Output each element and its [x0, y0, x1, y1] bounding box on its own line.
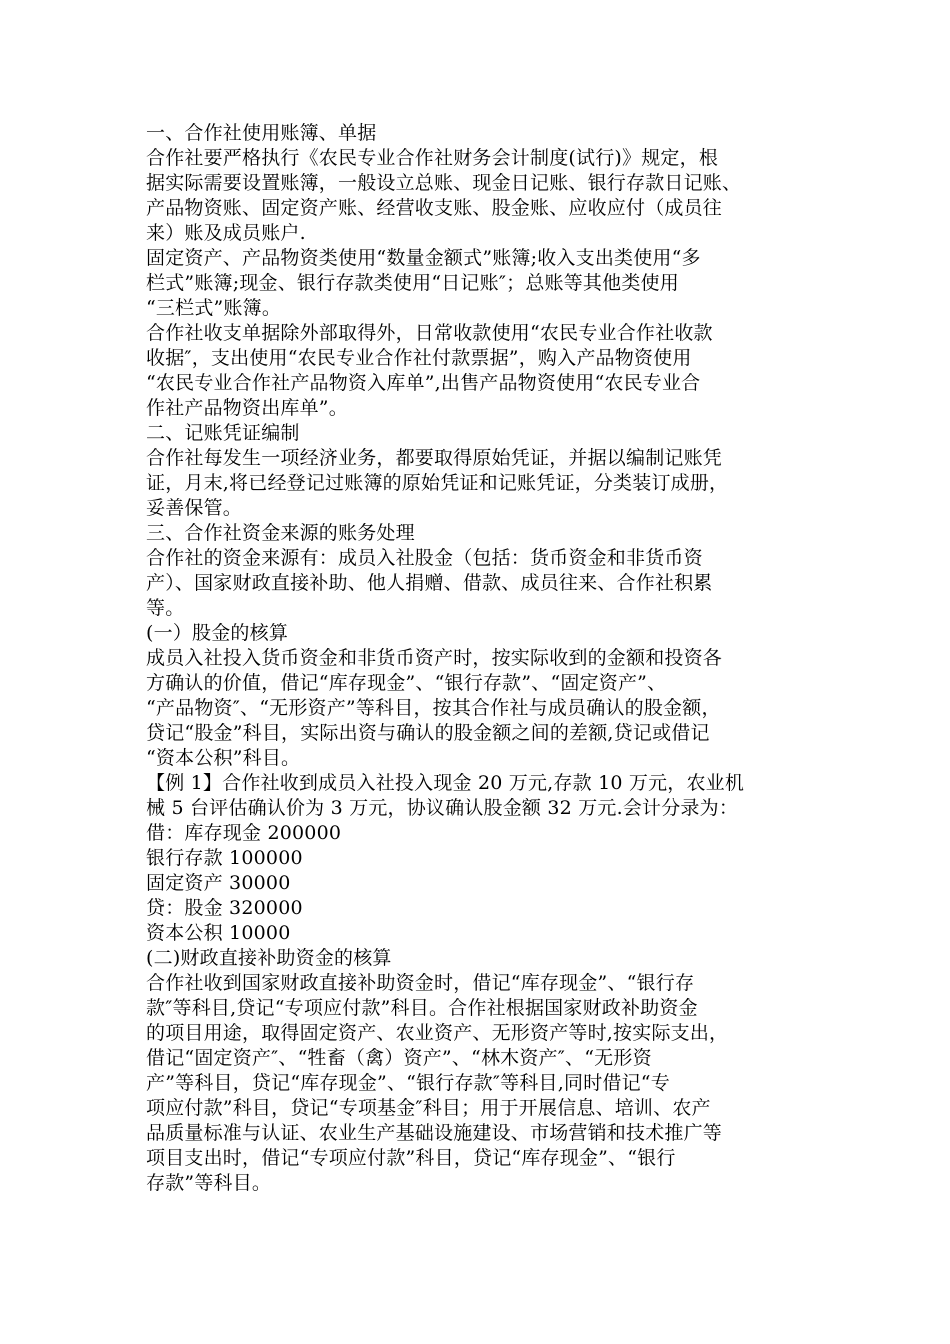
paragraph-line: 等。	[146, 597, 185, 619]
document-body	[146, 121, 814, 1196]
paragraph-line: 产）、国家财政直接补助、他人捐赠、借款、成员往来、合作社积累	[146, 572, 713, 594]
journal-entry-line: 借：库存现金 200000	[146, 822, 342, 844]
subsection-heading: (二)财政直接补助资金的核算	[146, 947, 392, 969]
paragraph-line: 品质量标准与认证、农业生产基础设施建设、市场营销和技术推广等	[146, 1122, 723, 1144]
section-heading: 一、合作社使用账簿、单据	[146, 122, 377, 144]
paragraph-line: “农民专业合作社产品物资入库单”,出售产品物资使用“农民专业合	[146, 372, 701, 394]
paragraph-line: 合作社收到国家财政直接补助资金时，借记“库存现金”、“银行存	[146, 972, 695, 994]
paragraph-line: 款″等科目,贷记“专项应付款”科目。合作社根据国家财政补助资金	[146, 997, 698, 1019]
journal-entry-line: 贷：股金 320000	[146, 897, 303, 919]
subsection-heading: (一）股金的核算	[146, 622, 289, 644]
paragraph-line: 借记“固定资产″、“牲畜（禽）资产”、“林木资产″、“无形资	[146, 1047, 652, 1069]
paragraph-line: 存款”等科目。	[146, 1172, 272, 1194]
paragraph-line: 合作社的资金来源有：成员入社股金（包括：货币资金和非货币资	[146, 547, 703, 569]
paragraph-line: 合作社要严格执行《农民专业合作社财务会计制度(试行)》规定，根	[146, 147, 719, 169]
paragraph-line: 的项目用途，取得固定资产、农业资产、无形资产等时,按实际支出，	[146, 1022, 729, 1044]
section-heading: 三、合作社资金来源的账务处理	[146, 522, 415, 544]
paragraph-line: 栏式”账簿;现金、银行存款类使用“日记账″；总账等其他类使用	[146, 272, 679, 294]
paragraph-line: “资本公积”科目。	[146, 747, 301, 769]
paragraph-line: “三栏式”账簿。	[146, 297, 282, 319]
journal-entry-line: 固定资产 30000	[146, 872, 291, 894]
journal-entry-line: 资本公积 10000	[146, 922, 291, 944]
paragraph-line: 来）账及成员账户.	[146, 222, 306, 244]
paragraph-line: 固定资产、产品物资类使用“数量金额式”账簿;收入支出类使用“多	[146, 247, 701, 269]
example-line: 械 5 台评估确认价为 3 万元，协议确认股金额 32 万元.会计分录为：	[146, 797, 739, 819]
paragraph-line: 项目支出时，借记“专项应付款”科目，贷记“库存现金”、“银行	[146, 1147, 676, 1169]
paragraph-line: 方确认的价值，借记“库存现金”、“银行存款”、“固定资产”、	[146, 672, 667, 694]
paragraph-line: 贷记“股金”科目，实际出资与确认的股金额之间的差额,贷记或借记	[146, 722, 710, 744]
paragraph-line: 妥善保管。	[146, 497, 243, 519]
paragraph-line: 产品物资账、固定资产账、经营收支账、股金账、应收应付（成员往	[146, 197, 723, 219]
section-heading: 二、记账凭证编制	[146, 422, 300, 444]
paragraph-line: 项应付款”科目，贷记“专项基金″科目；用于开展信息、培训、农产	[146, 1097, 711, 1119]
paragraph-line: 合作社收支单据除外部取得外，日常收款使用“农民专业合作社收款	[146, 322, 713, 344]
paragraph-line: 合作社每发生一项经济业务，都要取得原始凭证，并据以编制记账凭	[146, 447, 723, 469]
paragraph-line: 据实际需要设置账簿，一般设立总账、现金日记账、银行存款日记账、	[146, 172, 742, 194]
paragraph-line: 收据″，支出使用“农民专业合作社付款票据”，购入产品物资使用	[146, 347, 692, 369]
journal-entry-line: 银行存款 100000	[146, 847, 303, 869]
paragraph-line: 作社产品物资出库单”。	[146, 397, 348, 419]
paragraph-line: 成员入社投入货币资金和非货币资产时，按实际收到的金额和投资各	[146, 647, 723, 669]
paragraph-line: 证，月末,将已经登记过账簿的原始凭证和记账凭证，分类装订成册，	[146, 472, 729, 494]
paragraph-line: “产品物资″、“无形资产”等科目，按其合作社与成员确认的股金额，	[146, 697, 721, 719]
paragraph-line: 产”等科目，贷记“库存现金”、“银行存款″等科目,同时借记“专	[146, 1072, 670, 1094]
example-line: 【例 1】合作社收到成员入社投入现金 20 万元,存款 10 万元，农业机	[146, 772, 745, 794]
